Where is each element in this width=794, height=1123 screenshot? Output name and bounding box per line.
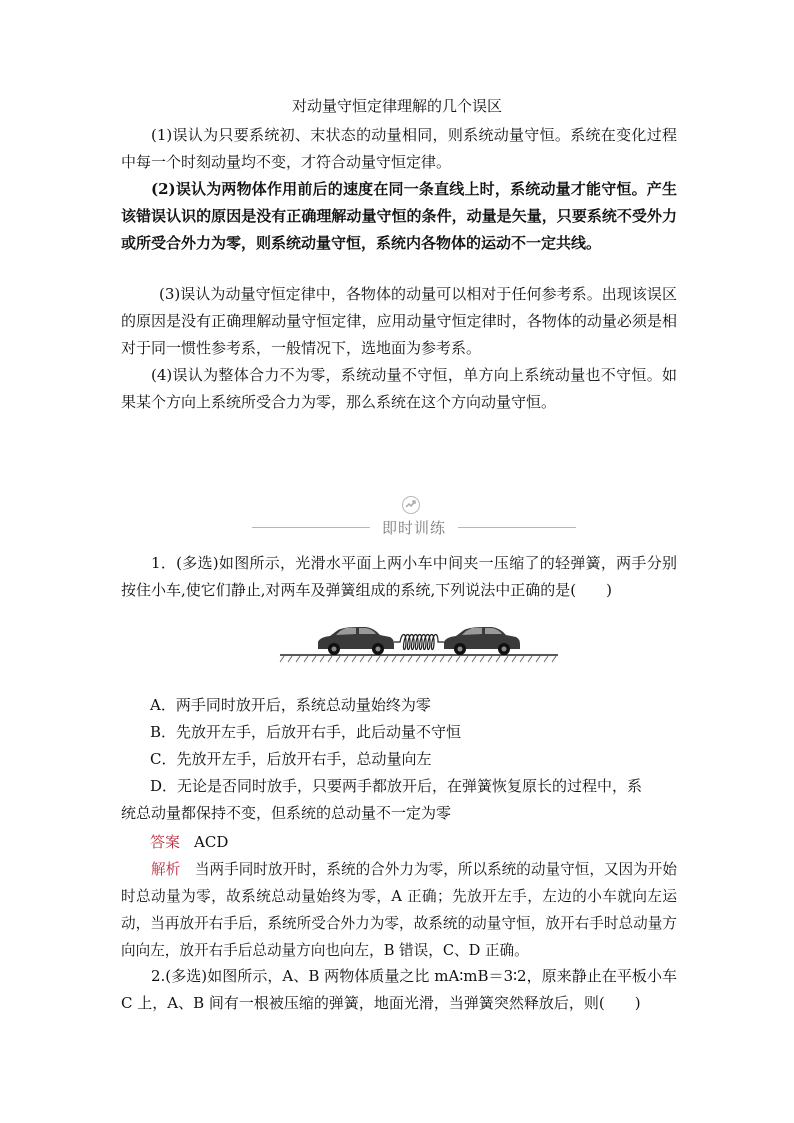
- answer-value: ACD: [194, 833, 229, 851]
- question-1-stem: 1．(多选)如图所示，光滑水平面上两小车中间夹一压缩了的轻弹簧，两手分别按住小车,使它们静止,对两车及弹簧组成的系统,下列说法中正确的是( ): [121, 554, 677, 599]
- misconception-1: (1)误认为只要系统初、末状态的动量相同，则系统动量守恒。系统在变化过程中每一个时刻动量均不变，才符合动量守恒定律。: [121, 126, 677, 171]
- option-d-continued: 统总动量都保持不变，但系统的总动量不一定为零: [121, 804, 452, 822]
- section-title: 对动量守恒定律理解的几个误区: [291, 97, 502, 115]
- analysis-paragraph: [121, 856, 677, 964]
- analysis-label: 解析: [151, 861, 181, 878]
- two-cars-spring-figure: [278, 618, 560, 668]
- divider-right: [458, 527, 576, 528]
- misconception-3: (3)误认为动量守恒定律中，各物体的动量可以相对于任何参考系。出现该误区的原因是没有正确理解动量守恒定律，应用动量守恒定律时，各物体的动量必须是相对于同一惯性参考系，一般情况下，选地面为参考系。: [121, 285, 677, 357]
- training-header: [252, 492, 576, 542]
- question-2-stem: 2.(多选)如图所示，A、B 两物体质量之比 mA∶mB＝3∶2，原来静止在平板小车 C 上，A、B 间有一根被压缩的弹簧，地面光滑，当弹簧突然释放后，则( ): [121, 967, 677, 1012]
- option-c: C．先放开左手，后放开右手，总动量向左: [150, 750, 432, 768]
- option-b: B．先放开左手，后放开右手，此后动量不守恒: [150, 723, 462, 741]
- analysis-text: 当两手同时放开时，系统的合外力为零，所以系统的动量守恒，又因为开始时总动量为零，故系统总动量始终为零，A 正确；先放开左手，左边的小车就向左运动，当再放开右手后，系统所受合外力为零，故系统的动量守恒，放开右手时总动量方向向左，放开右手后总动量方向也向左，B 错误，C、D 正确。: [121, 861, 677, 959]
- trend-logo-icon: [402, 496, 420, 514]
- divider-left: [252, 527, 370, 528]
- training-label: 即时训练: [381, 519, 446, 537]
- answer-label: 答案: [150, 833, 181, 851]
- option-a: A．两手同时放开后，系统总动量始终为零: [150, 696, 431, 714]
- answer-line: [150, 829, 228, 856]
- misconception-2: (2)误认为两物体作用前后的速度在同一条直线上时，系统动量才能守恒。产生该错误认识的原因是没有正确理解动量守恒的条件，动量是矢量，只要系统不受外力或所受合外力为零，则系统动量守恒，系统内各物体的运动不一定共线。: [121, 180, 677, 252]
- option-d: D．无论是否同时放手，只要两手都放开后，在弹簧恢复原长的过程中，系: [150, 777, 643, 795]
- misconception-4: (4)误认为整体合力不为零，系统动量不守恒，单方向上系统动量也不守恒。如果某个方向上系统所受合力为零，那么系统在这个方向动量守恒。: [121, 366, 677, 411]
